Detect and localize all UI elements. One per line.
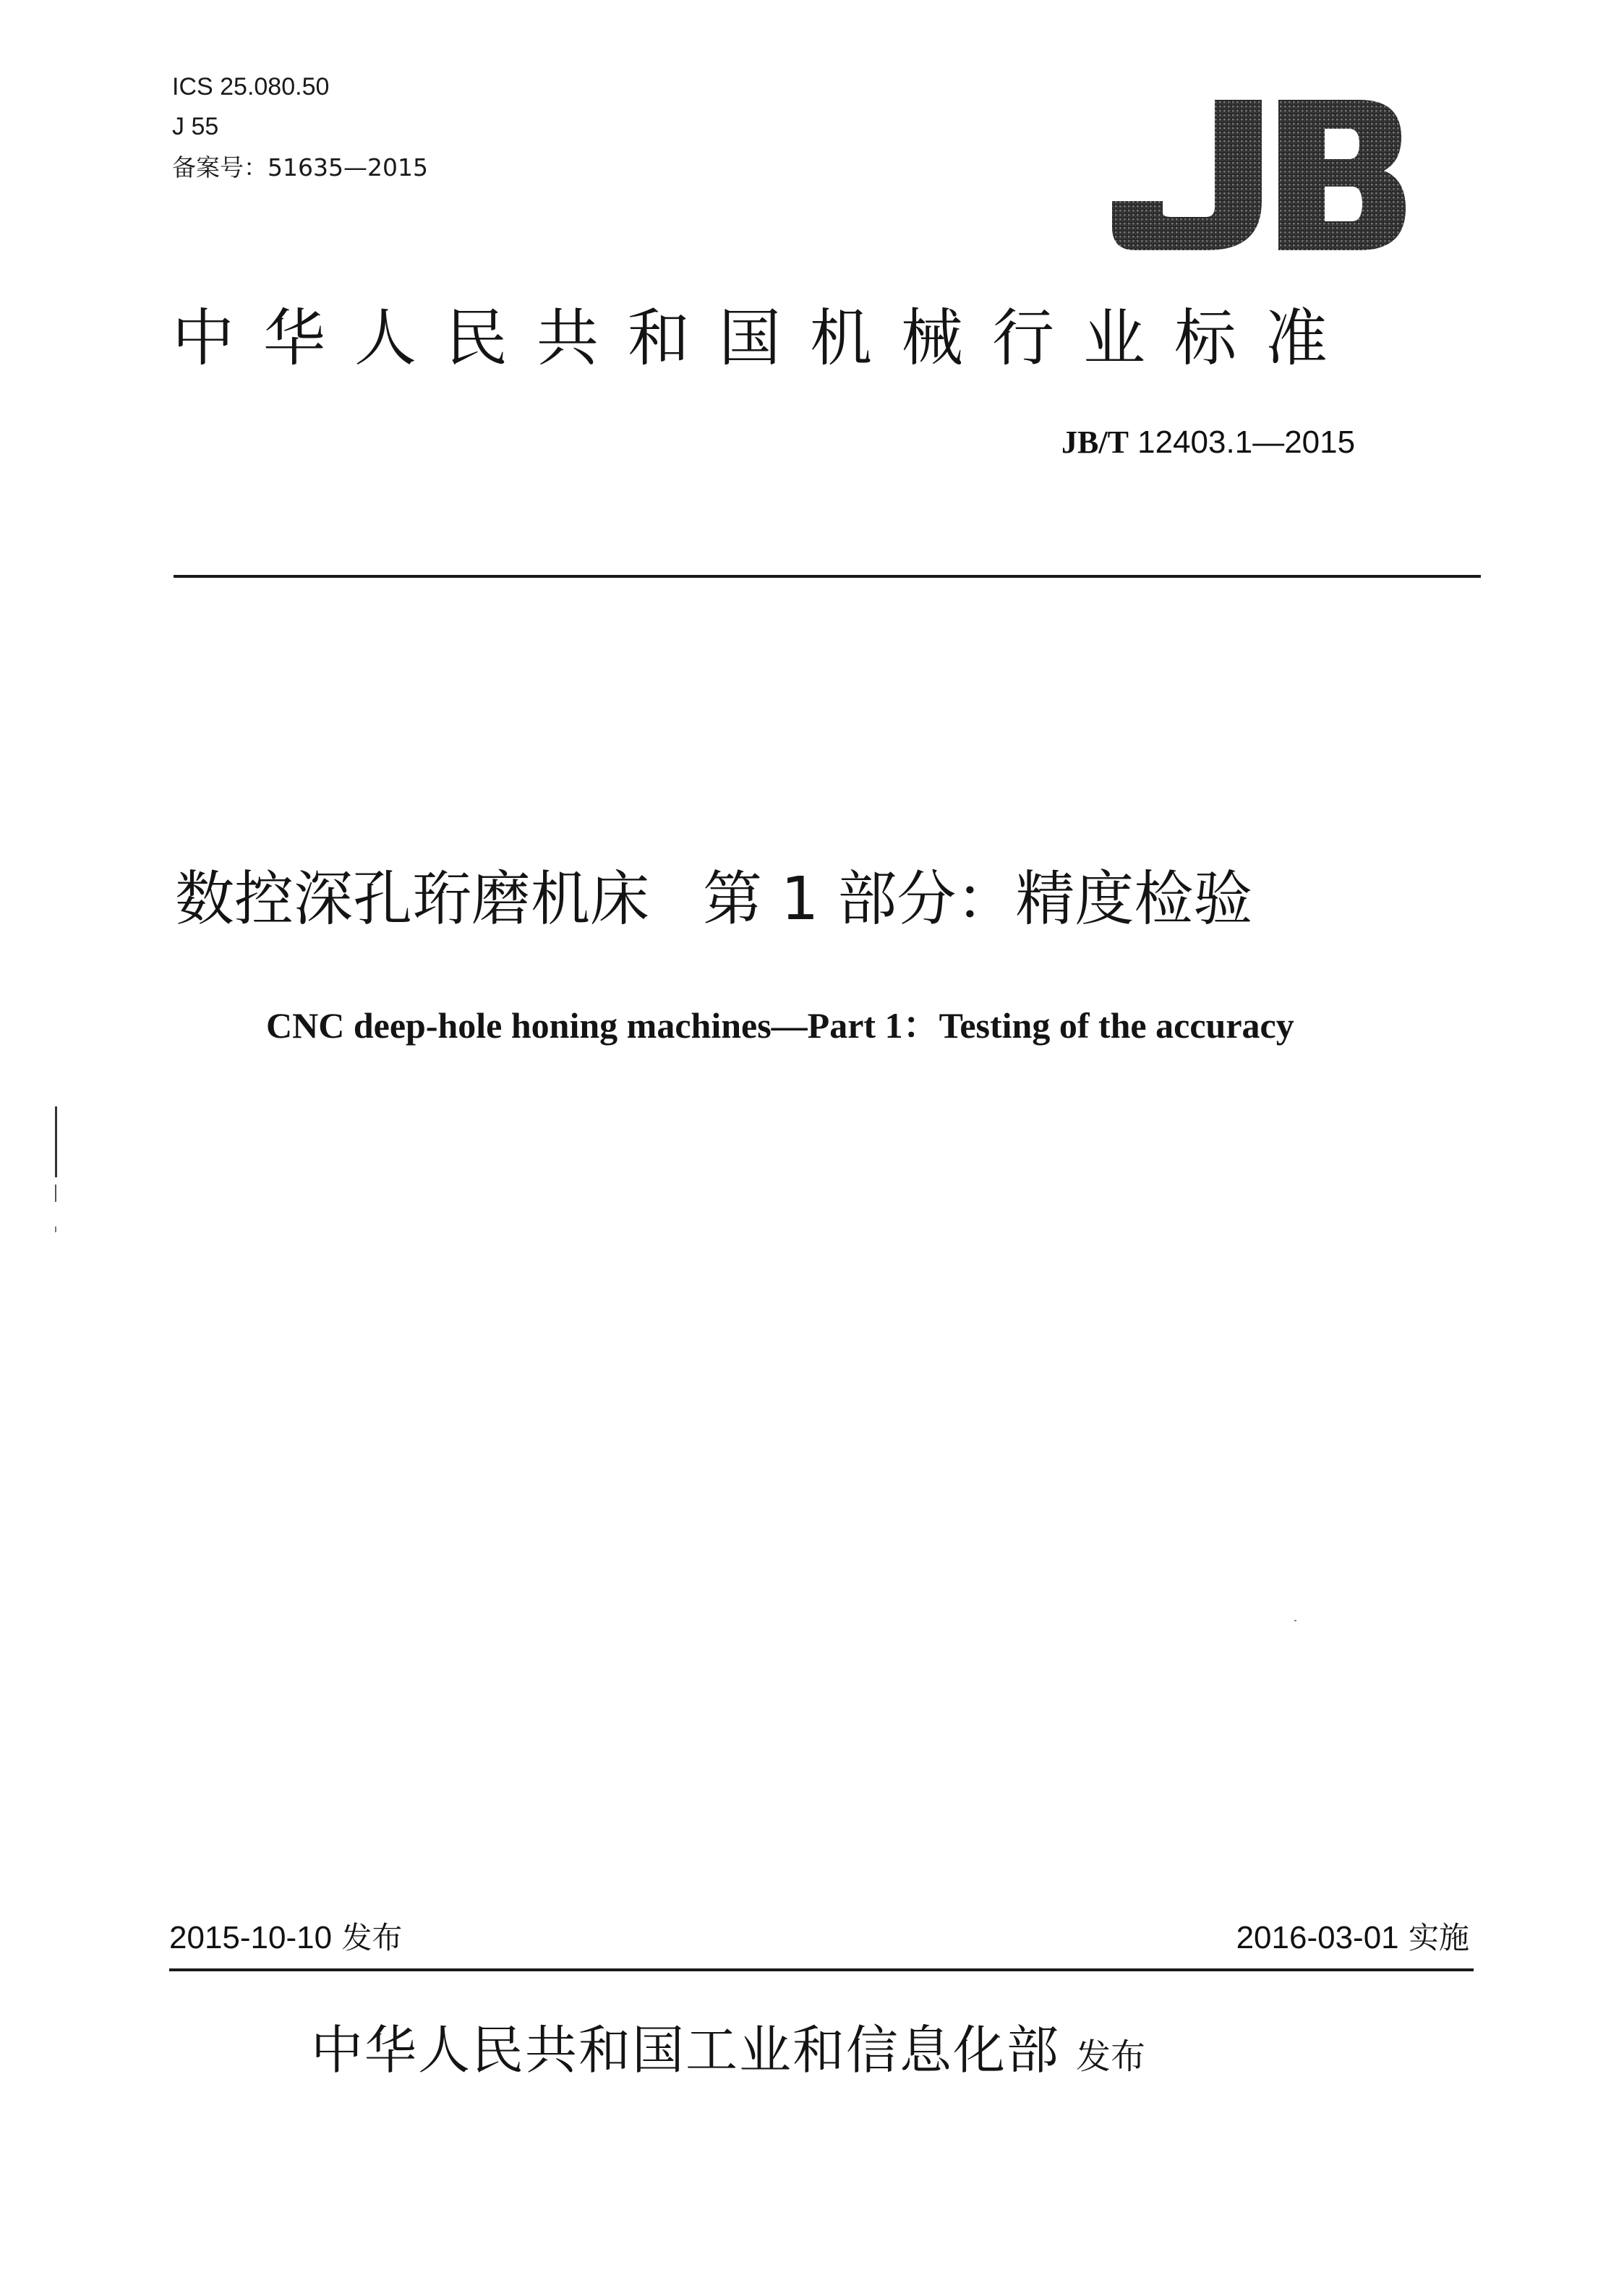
- binding-mark: [55, 1185, 56, 1202]
- issue-date: [169, 1919, 402, 1957]
- implementation-date: [1236, 1919, 1469, 1957]
- record-number: 备案号：51635—2015: [172, 153, 428, 182]
- chinese-title: [175, 865, 1252, 934]
- publisher: [311, 2018, 1145, 2089]
- standard-number-prefix: JB/T: [1061, 424, 1129, 460]
- scan-speck: [1294, 1620, 1296, 1621]
- standard-number: [1061, 424, 1355, 461]
- english-title: CNC deep-hole honing machines—Part 1：Testing of the accuracy: [266, 1005, 1294, 1046]
- organization-title: 中华人民共和国机械行业标准: [172, 302, 1356, 375]
- header-divider: [174, 575, 1481, 578]
- issue-date-label: 发布: [332, 1920, 403, 1955]
- ics-code: ICS 25.080.50: [172, 73, 330, 101]
- implementation-date-label: 实施: [1398, 1920, 1469, 1955]
- standard-number-value: 12403.1—2015: [1128, 424, 1356, 460]
- chinese-title-part: 第 1 部分：精度检验: [703, 865, 1253, 934]
- publisher-suffix: 发布: [1076, 2036, 1146, 2077]
- jb-logo: [1106, 93, 1410, 259]
- chinese-title-main: 数控深孔珩磨机床: [175, 865, 650, 934]
- implementation-date-value: 2016-03-01: [1236, 1920, 1399, 1955]
- binding-mark: [55, 1226, 56, 1232]
- footer-divider: [169, 1968, 1474, 1971]
- publisher-name: 中华人民共和国工业和信息化部: [311, 2020, 1061, 2081]
- classification-code: J 55: [172, 113, 219, 140]
- issue-date-value: 2015-10-10: [169, 1920, 333, 1955]
- binding-mark: [55, 1106, 57, 1177]
